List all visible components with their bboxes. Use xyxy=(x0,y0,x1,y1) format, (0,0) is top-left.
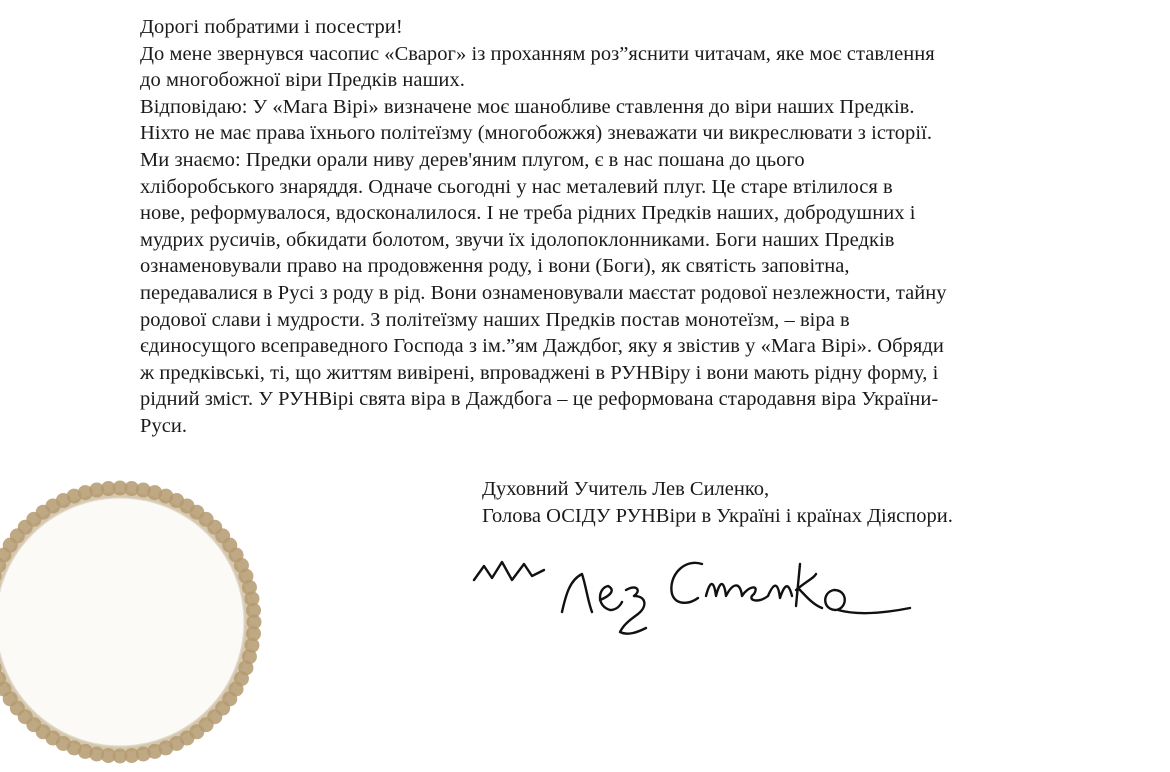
letter-line: нове, реформувалося, вдосконалилося. І не треба рідних Предків наших, добродушних і xyxy=(140,202,916,225)
letter-line: мудрих русичів, обкидати болотом, звучи їх ідолопоклонниками. Боги наших Предків xyxy=(140,228,895,251)
letter-line: передавалися в Русі з роду в рід. Вони ознаменовували маєстат родової незлежности, тайну xyxy=(140,281,947,304)
letter-line: єдиносущого всеправедного Господа з ім.”ям Даждбог, яку я звістив у «Мага Вірі». Обряди xyxy=(140,335,944,358)
signatory-title: Голова ОСІДУ РУНВіри в Україні і країнах Діяспори. xyxy=(482,505,953,527)
letter-line: до многобожної віри Предків наших. xyxy=(140,69,465,92)
seal-inner xyxy=(0,498,244,746)
letter-line: рідний зміст. У РУНВірі свята віра в Даждбога – це реформована стародавня віра України- xyxy=(140,388,939,411)
handwritten-signature xyxy=(470,550,930,650)
seal-icon xyxy=(0,472,270,772)
letter-line: родової слави і мудрости. З політеїзму наших Предків постав монотеїзм, – віра в xyxy=(140,308,850,331)
letter-body xyxy=(140,14,1100,440)
letter-line: До мене звернувся часопис «Сварог» із проханням роз”яснити читачам, яке моє ставлення xyxy=(140,42,935,65)
letter-line: Ніхто не має права їхнього політеїзму (многобожжя) зневажати чи викреслювати з історії. xyxy=(140,122,933,145)
letter-line: Ми знаємо: Предки орали ниву дерев'яним плугом, є в нас пошана до цього xyxy=(140,148,805,171)
letter-line: Відповідаю: У «Мага Вірі» визначене моє шанобливе ставлення до віри наших Предків. xyxy=(140,95,915,118)
letter-line: Дорогі побратими і посестри! xyxy=(140,16,403,38)
signatory-name: Духовний Учитель Лев Силенко, xyxy=(482,478,770,500)
letter-line: Руси. xyxy=(140,414,188,437)
signature-block xyxy=(482,476,953,530)
letter-line: ж предківські, ті, що життям вивірені, впроваджені в РУНВіру і вони мають рідну форму, і xyxy=(140,361,939,384)
letter-line: хліборобського знаряддя. Одначе сьогодні у нас металевий плуг. Це старе втілилося в xyxy=(140,175,893,198)
letter-line: ознаменовували право на продовження роду, і вони (Боги), як святість заповітна, xyxy=(140,255,850,278)
